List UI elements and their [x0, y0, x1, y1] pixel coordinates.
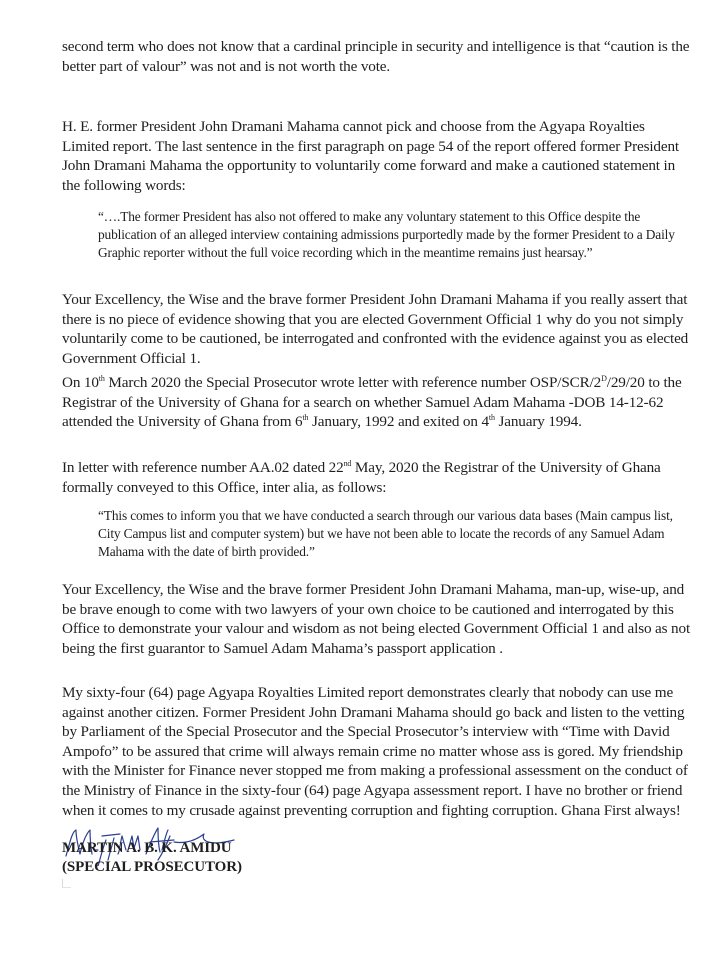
superscript: nd — [343, 458, 352, 468]
quote-report-excerpt: “….The former President has also not offered to make any voluntary statement to this Office despite the publication of an alleged interview containing admissions purportedly made by the former President to a Daily Graphic reporter without the full voice recording which in the meantime remains just hearsay.” — [98, 209, 675, 260]
paragraph-pick-and-choose: H. E. former President John Dramani Mahama cannot pick and choose from the Agyapa Royalties Limited report. The last sentence in the first paragraph on page 54 of the report offered former President John Dramani Mahama the opportunity to voluntarily come forward and make a cautioned statement in the following words: — [62, 118, 679, 194]
signature-block — [62, 838, 322, 898]
paragraph-registrar-reply — [62, 458, 692, 497]
signatory-title: (SPECIAL PROSECUTOR) — [62, 859, 242, 875]
text-segment: January 1994. — [494, 413, 582, 431]
paragraph-man-up: Your Excellency, the Wise and the brave former President John Dramani Mahama, man-up, wise-up, and be brave enough to come with two lawyers of your own choice to be cautioned and interrogated by this Office to demonstrate your valour and wisdom as not being elected Government Official 1 and also as not being the first guarantor to Samuel Adam Mahama’s passport application . — [62, 581, 691, 657]
superscript: th — [302, 413, 309, 423]
text-segment: January, 1992 and exited on 4 — [308, 413, 489, 431]
paragraph-closing-vote: second term who does not know that a cardinal principle in security and intelligence is that “caution is the better part of valour” was not and is not worth the vote. — [62, 38, 690, 75]
paragraph-evidence-challenge: Your Excellency, the Wise and the brave former President John Dramani Mahama if you really assert that there is no piece of evidence showing that you are elected Government Official 1 why do you not simply voluntarily come to be cautioned, be interrogated and confronted with the evidence against you as elected Government Official 1. — [62, 291, 689, 367]
text-segment: /29/20 to the Registrar of the University of Ghana for a search on whether Samuel Adam Mahama -DOB 14-12-62 attended the University of Ghana from 6 — [62, 374, 682, 431]
superscript: th — [98, 373, 105, 383]
quote-registrar-letter: “This comes to inform you that we have conducted a search through our various data bases (Main campus list, City Campus list and computer system) but we have not been able to locate the records of any Samuel Adam Mahama with the date of birth provided.” — [98, 508, 673, 559]
text-segment: May, 2020 the Registrar of the University of Ghana formally conveyed to this Office, inter alia, as follows: — [62, 459, 661, 496]
paragraph-closing-statement: My sixty-four (64) page Agyapa Royalties Limited report demonstrates clearly that nobody can use me against another citizen. Former President John Dramani Mahama should go back and listen to the vetting by Parliament of the Special Prosecutor and the Special Prosecutor’s interview with “Time with David Ampofo” to be assured that crime will always remain crime no matter whose ass is gored. My friendship with the Minister for Finance never stopped me from making a professional assessment on the conduct of the Ministry of Finance in the sixty-four (64) page Agyapa assessment report. I have no brother or friend when it comes to my crusade against preventing corruption and fighting corruption. Ghana First always! — [62, 684, 688, 819]
text-segment: In letter with reference number AA.02 dated 22 — [62, 459, 344, 476]
paragraph-osp-letter — [62, 373, 692, 432]
text-segment: On 10 — [62, 374, 99, 391]
superscript: D — [601, 373, 607, 383]
scan-artifact — [62, 879, 71, 888]
superscript: th — [488, 413, 495, 423]
text-segment: March 2020 the Special Prosecutor wrote letter with reference number OSP/SCR/2 — [104, 374, 602, 391]
signatory-name: MARTIN A. B. K. AMIDU — [62, 840, 232, 856]
